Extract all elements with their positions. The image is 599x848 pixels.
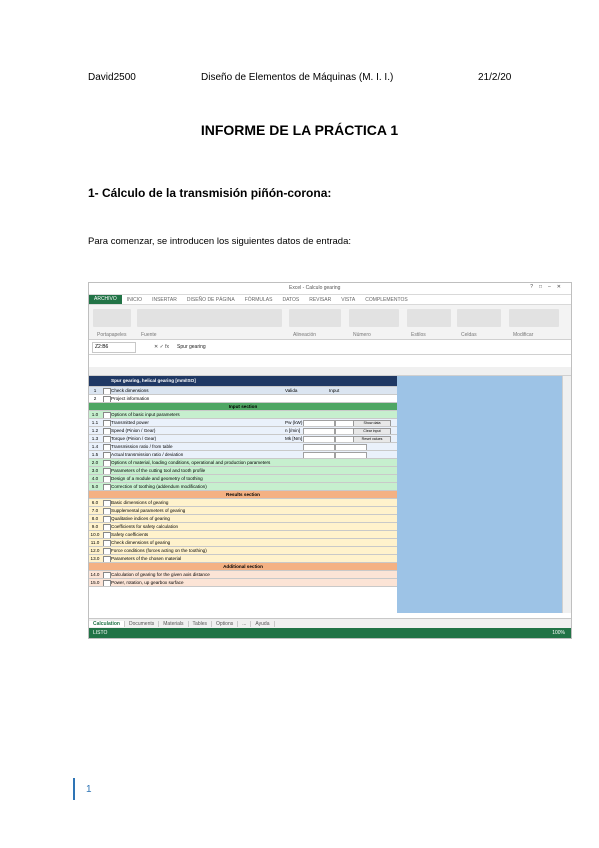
input-cell — [303, 420, 335, 427]
sheet-tab: Ayuda — [251, 621, 274, 627]
sheet-row — [89, 411, 397, 419]
excel-window-title: Excel - Calculo gearing — [289, 285, 341, 291]
sheet-row — [89, 451, 397, 459]
expand-checkbox-icon — [103, 500, 111, 507]
intro-paragraph: Para comenzar, se introducen los siguientes datos de entrada: — [88, 236, 351, 247]
ribbon-group-controls — [407, 309, 451, 327]
sheet-row — [89, 387, 397, 395]
input-cell — [303, 444, 335, 451]
sheet-row — [89, 531, 397, 539]
input-cell — [303, 452, 335, 459]
sheet-row — [89, 499, 397, 507]
row-label: Safety coefficients — [111, 532, 149, 537]
sheet-row — [89, 507, 397, 515]
expand-checkbox-icon — [103, 388, 111, 395]
ribbon-group-controls — [509, 309, 559, 327]
unit-cell: n [/min] — [285, 428, 301, 433]
row-number: 11.0 — [90, 540, 100, 545]
row-label: Power, rotation, up gearbox surface — [111, 580, 184, 585]
status-zoom: 100% — [552, 630, 565, 636]
sheet-row — [89, 376, 397, 387]
value-cell: Input — [329, 388, 340, 393]
unit-cell: Mk [Nm] — [285, 436, 303, 441]
excel-ribbon-tabs — [89, 295, 571, 305]
ribbon-group-controls — [137, 309, 282, 327]
formula-bar — [89, 340, 571, 355]
row-label: Design of a module and geometry of toothing — [111, 476, 203, 481]
sheet-button: Show data — [353, 420, 391, 427]
sheet-tabs — [89, 618, 571, 628]
input-cell — [335, 452, 367, 459]
window-controls-icon: ?□–✕ — [530, 284, 567, 290]
excel-grid — [89, 367, 571, 613]
expand-checkbox-icon — [103, 572, 111, 579]
row-number: 10.0 — [90, 532, 100, 537]
row-label: Basic dimensions of gearing — [111, 500, 169, 505]
sheet-row — [89, 419, 397, 427]
section-band-label: Results section — [226, 492, 260, 497]
row-number: 1.5 — [91, 452, 99, 457]
fx-icon: ✕ ✓ fx — [154, 344, 170, 350]
sheet-tab: Materials — [159, 621, 188, 627]
row-number: 1.2 — [91, 428, 99, 433]
status-left: LISTO — [93, 630, 108, 636]
expand-checkbox-icon — [103, 548, 111, 555]
sheet-row — [89, 491, 397, 499]
row-label: Coefficients for safety calculation — [111, 524, 179, 529]
page-number-bar — [73, 778, 75, 800]
formula-value: Spur gearing — [177, 344, 206, 350]
section-band-label: Input section — [228, 404, 258, 409]
sheet-tab: Tables — [189, 621, 212, 627]
row-number: 1.3 — [91, 436, 99, 441]
row-label: Transmission ratio / from table — [111, 444, 173, 449]
sheet-row — [89, 515, 397, 523]
sheet-row — [89, 579, 397, 587]
expand-checkbox-icon — [103, 468, 111, 475]
sheet-row — [89, 475, 397, 483]
sheet-row — [89, 459, 397, 467]
ribbon-group-label: Número — [353, 332, 371, 338]
expand-checkbox-icon — [103, 556, 111, 563]
sheet-row — [89, 547, 397, 555]
input-cell — [303, 428, 335, 435]
sheet-button: Clear input — [353, 428, 391, 435]
expand-checkbox-icon — [103, 484, 111, 491]
header-date: 21/2/20 — [478, 72, 512, 83]
excel-title-bar — [89, 283, 571, 295]
ribbon-group-controls — [289, 309, 341, 327]
row-number: 1 — [93, 388, 97, 393]
row-number: 15.0 — [90, 580, 100, 585]
expand-checkbox-icon — [103, 444, 111, 451]
input-cell — [303, 436, 335, 443]
expand-checkbox-icon — [103, 436, 111, 443]
sheet-row — [89, 523, 397, 531]
row-label: Transmitted power — [111, 420, 149, 425]
sheet-tab: Documents — [125, 621, 159, 627]
ribbon-group-label: Celdas — [461, 332, 477, 338]
row-label: Check dimensions of gearing — [111, 540, 171, 545]
row-label: Parameters of the chosen material — [111, 556, 182, 561]
sheet-tab: Options — [212, 621, 238, 627]
row-label: Supplemental parameters of gearing — [111, 508, 186, 513]
row-label: Actual transmission ratio / deviation — [111, 452, 184, 457]
row-number: 6.0 — [91, 500, 99, 505]
row-label: Speed (Pinion / Gear) — [111, 428, 156, 433]
ribbon-group-controls — [349, 309, 399, 327]
row-number: 1.0 — [91, 412, 99, 417]
header-author: David2500 — [88, 72, 136, 83]
expand-checkbox-icon — [103, 476, 111, 483]
row-label: Qualitative indices of gearing — [111, 516, 170, 521]
row-number: 3.0 — [91, 468, 99, 473]
sheet-row — [89, 435, 397, 443]
section-heading: 1- Cálculo de la transmisión piñón-corona: — [88, 186, 332, 200]
row-label: Correction of toothing (addendum modification) — [111, 484, 207, 489]
section-band-label: Additional section — [223, 564, 263, 569]
sheet-row — [89, 443, 397, 451]
ribbon-tab: VISTA — [341, 296, 356, 303]
expand-checkbox-icon — [103, 460, 111, 467]
row-label: Spur gearing, helical gearing [mm/ISO] — [111, 378, 196, 383]
row-number: 13.0 — [90, 556, 100, 561]
ribbon-tab: ARCHIVO — [89, 295, 122, 304]
ribbon-tab: COMPLEMENTOS — [365, 296, 408, 303]
row-label: Force conditions (forces acting on the toothing) — [111, 548, 207, 553]
row-label: Options of material, loading conditions, operational and production parameters — [111, 460, 271, 465]
ribbon-tab: REVISAR — [309, 296, 332, 303]
sheet-tab: Calculation — [89, 621, 125, 627]
expand-checkbox-icon — [103, 396, 111, 403]
excel-status-bar — [89, 628, 571, 638]
expand-checkbox-icon — [103, 516, 111, 523]
vertical-scrollbar — [562, 376, 571, 613]
sheet-row — [89, 563, 397, 571]
unit-cell: Valida — [285, 388, 298, 393]
expand-checkbox-icon — [103, 580, 111, 587]
ribbon-tab: INICIO — [126, 296, 143, 303]
ribbon-tab: DATOS — [282, 296, 300, 303]
ribbon-tab: FÓRMULAS — [244, 296, 273, 303]
excel-ribbon — [89, 305, 571, 340]
ribbon-tab: DISEÑO DE PÁGINA — [186, 296, 235, 303]
sheet-row — [89, 395, 397, 403]
ribbon-group-label: Fuente — [141, 332, 157, 338]
ribbon-group-controls — [93, 309, 131, 327]
expand-checkbox-icon — [103, 420, 111, 427]
input-cell — [335, 444, 367, 451]
row-label: Options of basic input parameters — [111, 412, 180, 417]
row-label: Torque (Pinion / Gear) — [111, 436, 157, 441]
row-number: 7.0 — [91, 508, 99, 513]
ribbon-group-label: Alineación — [293, 332, 317, 338]
sheet-row — [89, 539, 397, 547]
sheet-row — [89, 403, 397, 411]
row-number: 1.1 — [91, 420, 99, 425]
ribbon-group-label: Portapapeles — [97, 332, 127, 338]
name-box: Z2:B6 — [92, 342, 136, 353]
row-label: Parameters of the cutting tool and tooth profile — [111, 468, 206, 473]
header-course: Diseño de Elementos de Máquinas (M. I. I.) — [201, 72, 394, 83]
row-label: Project information — [111, 396, 150, 401]
page-number: 1 — [86, 784, 92, 795]
expand-checkbox-icon — [103, 524, 111, 531]
ribbon-group-label: Estilos — [411, 332, 426, 338]
row-label: Check dimensions — [111, 388, 149, 393]
row-number: 2.0 — [91, 460, 99, 465]
sheet-row — [89, 555, 397, 563]
excel-screenshot — [88, 282, 572, 639]
row-label: Calculation of gearing for the given axis distance — [111, 572, 210, 577]
sheet-row — [89, 427, 397, 435]
row-number: 14.0 — [90, 572, 100, 577]
expand-checkbox-icon — [103, 508, 111, 515]
row-number: 8.0 — [91, 516, 99, 521]
ribbon-group-controls — [457, 309, 501, 327]
sheet-row — [89, 571, 397, 579]
expand-checkbox-icon — [103, 412, 111, 419]
ribbon-tab: INSERTAR — [152, 296, 177, 303]
report-title: INFORME DE LA PRÁCTICA 1 — [200, 122, 399, 138]
expand-checkbox-icon — [103, 532, 111, 539]
sheet-area — [89, 376, 397, 613]
row-number: 12.0 — [90, 548, 100, 553]
row-number: 1.4 — [91, 444, 99, 449]
sheet-row — [89, 483, 397, 491]
blue-background-area — [397, 376, 563, 613]
expand-checkbox-icon — [103, 452, 111, 459]
ribbon-group-label: Modificar — [513, 332, 534, 338]
sheet-tab: ... — [238, 621, 251, 627]
column-headers — [89, 367, 571, 376]
expand-checkbox-icon — [103, 540, 111, 547]
row-number: 2 — [93, 396, 97, 401]
sheet-row — [89, 467, 397, 475]
row-number: 5.0 — [91, 484, 99, 489]
row-number: 4.0 — [91, 476, 99, 481]
unit-cell: Pw (kW) — [285, 420, 303, 425]
expand-checkbox-icon — [103, 428, 111, 435]
row-number: 9.0 — [91, 524, 99, 529]
sheet-button: Reset values — [353, 436, 391, 443]
